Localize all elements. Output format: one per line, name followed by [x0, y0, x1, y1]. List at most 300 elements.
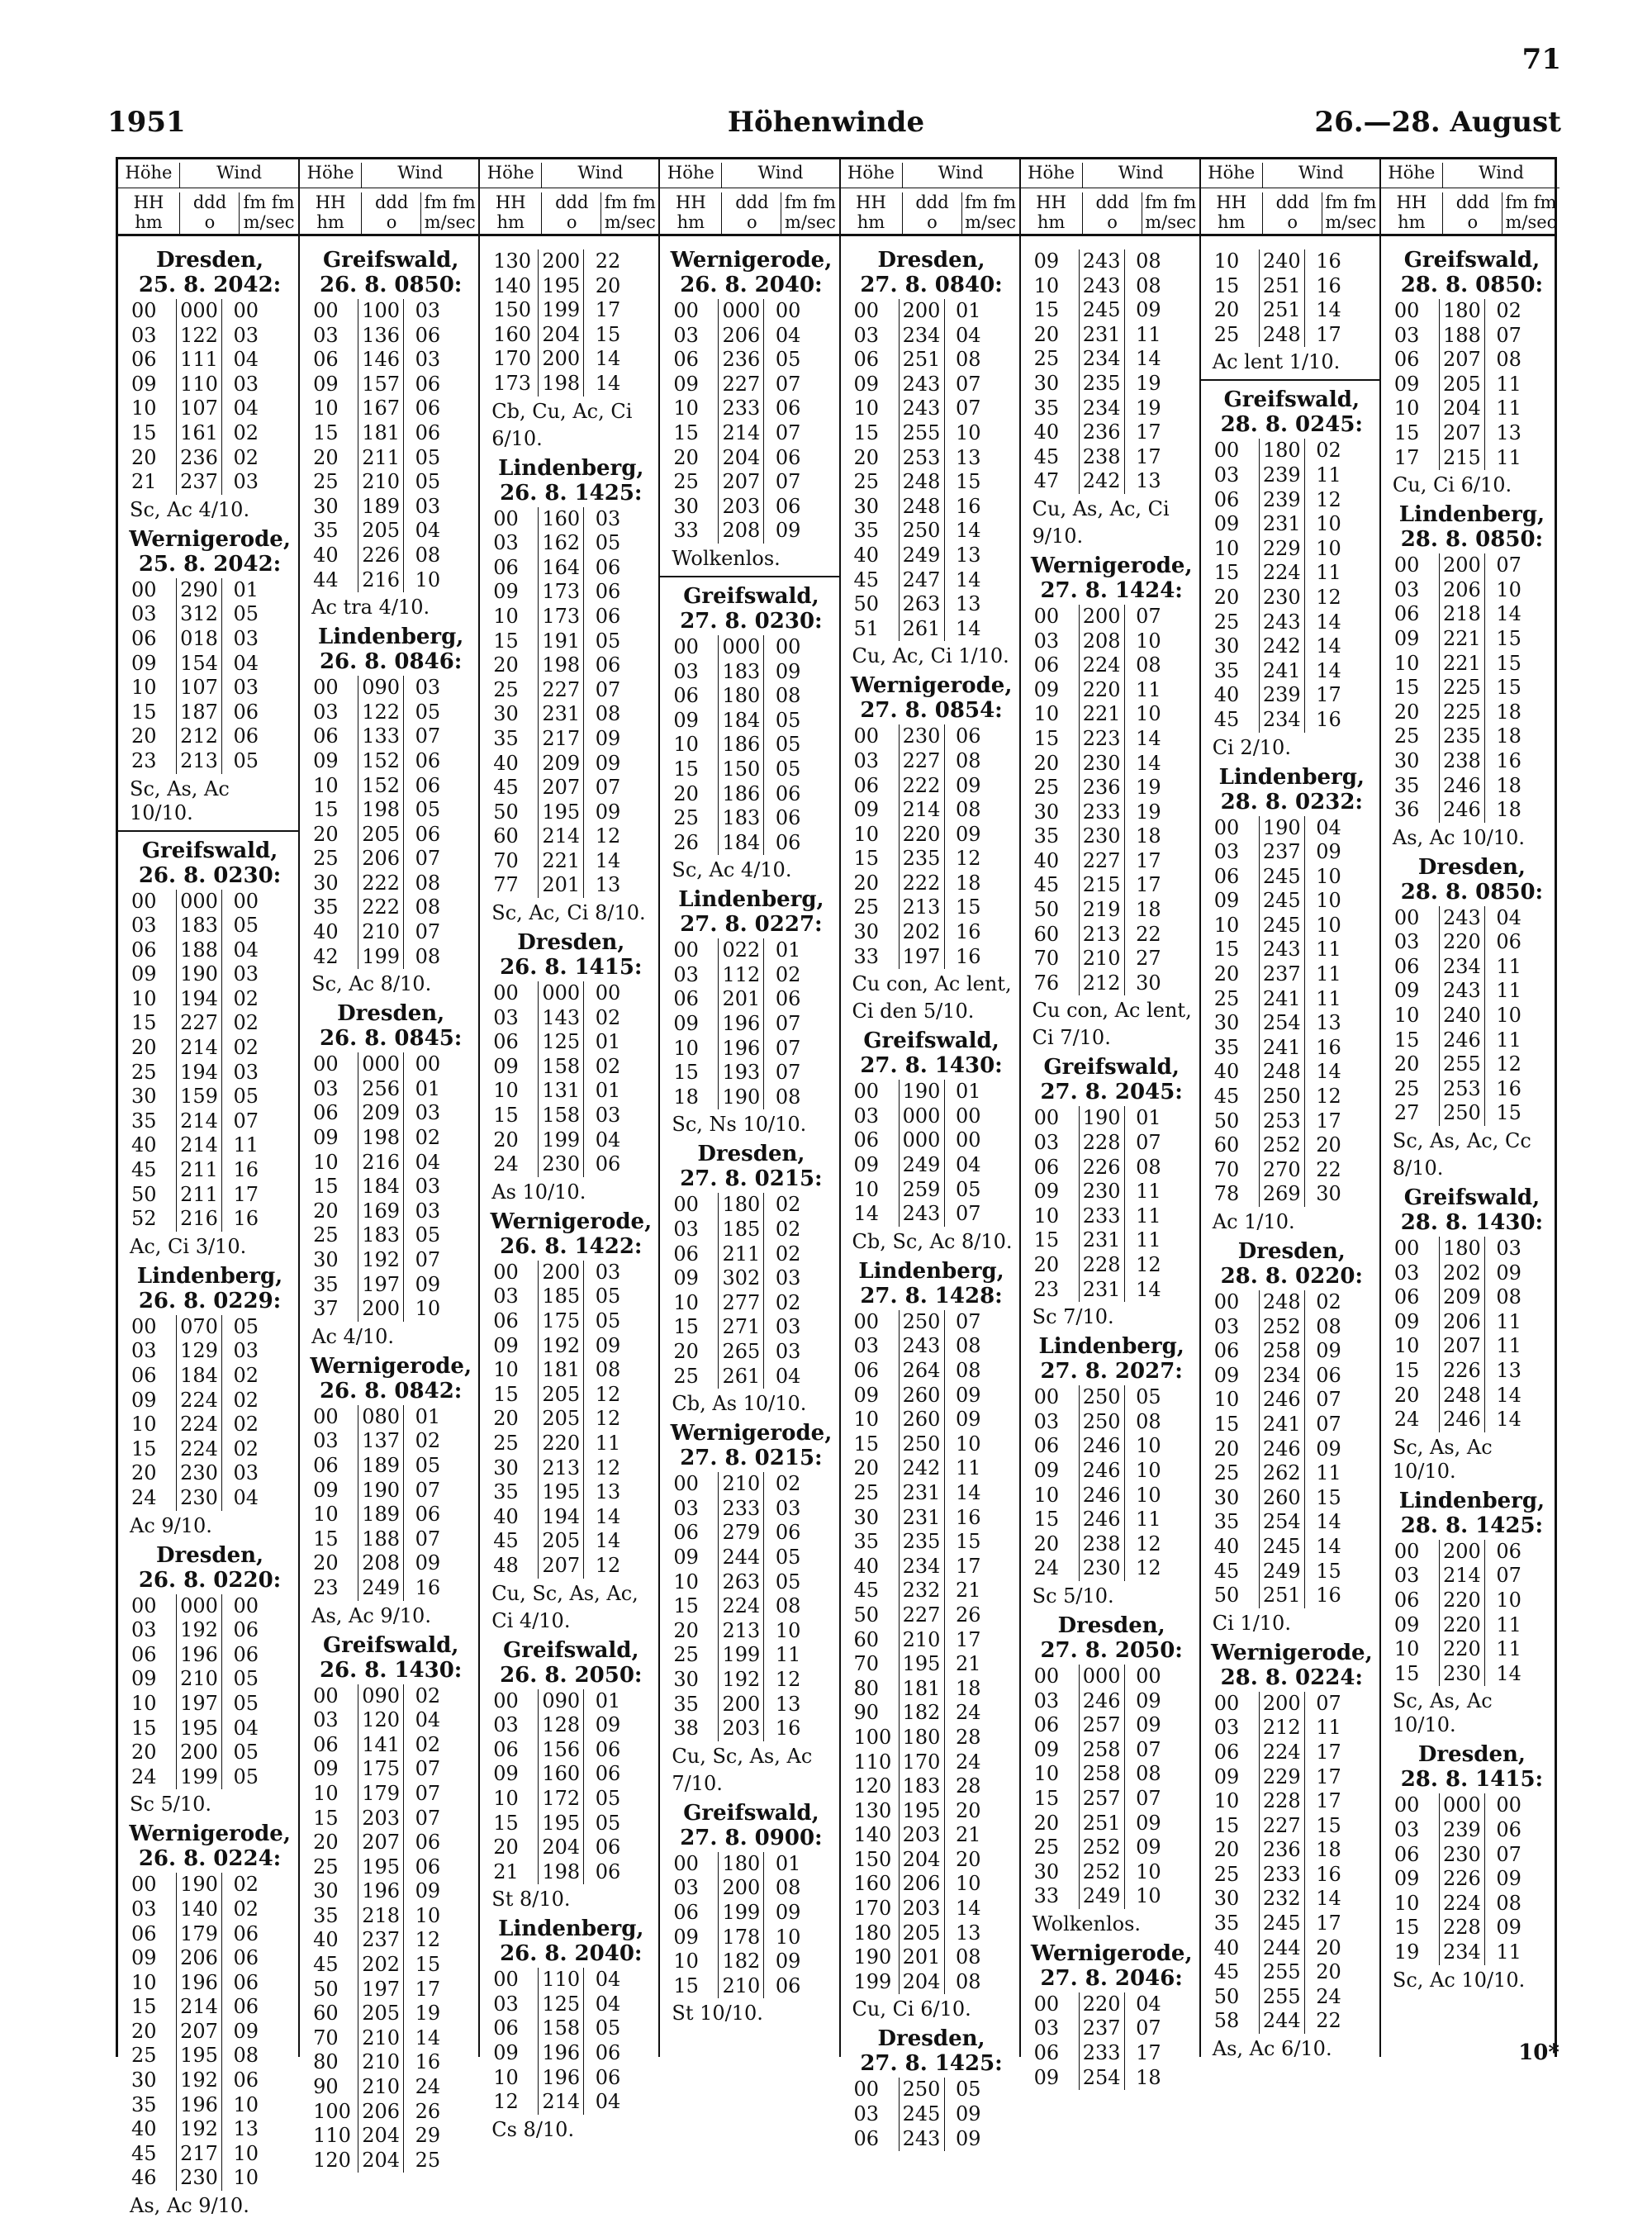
speed-cell: 11 — [775, 1643, 801, 1667]
speed-cell: 16 — [1316, 707, 1341, 731]
speed-cell: 12 — [1316, 585, 1341, 609]
table-row — [1029, 1992, 1194, 2017]
direction-cell: 200 — [358, 1297, 404, 1322]
table-row — [126, 1667, 293, 1692]
hohe-label: Höhe — [1388, 163, 1436, 183]
direction-cell: 203 — [718, 1717, 764, 1741]
table-row — [1389, 324, 1555, 349]
direction-cell: 213 — [718, 1619, 764, 1644]
height-cell: 06 — [313, 1732, 339, 1756]
direction-cell: 240 — [1439, 1004, 1485, 1028]
direction-cell: 202 — [358, 1953, 404, 1978]
station-block — [1029, 249, 1194, 549]
table-row — [668, 1218, 833, 1242]
direction-cell: 250 — [1439, 1101, 1485, 1126]
fm-label: fm fm — [1505, 192, 1557, 212]
table-row — [668, 1693, 833, 1717]
height-cell: 03 — [131, 602, 157, 626]
height-cell: 25 — [673, 1364, 699, 1388]
table-row — [1029, 1253, 1194, 1278]
speed-cell: 16 — [1496, 748, 1521, 772]
height-cell: 00 — [313, 299, 339, 322]
height-cell: 10 — [1033, 702, 1060, 726]
station-block — [1209, 1641, 1374, 2061]
speed-cell: 06 — [1316, 1363, 1341, 1387]
table-row — [308, 397, 473, 421]
table-row — [488, 1505, 653, 1530]
height-cell: 10 — [493, 2065, 519, 2089]
direction-cell: 246 — [1439, 798, 1485, 823]
speed-cell: 17 — [233, 1182, 259, 1206]
speed-cell: 11 — [1496, 954, 1521, 978]
table-row — [308, 1904, 473, 1929]
table-row — [488, 800, 653, 825]
speed-cell: 03 — [233, 676, 259, 700]
table-row — [126, 470, 293, 495]
height-cell: 30 — [313, 494, 339, 518]
height-cell: 20 — [1033, 751, 1060, 775]
direction-cell: 164 — [538, 556, 584, 581]
hm-label: hm — [1037, 212, 1066, 232]
direction-cell: 215 — [1439, 446, 1485, 471]
observation-time: 26. 8. 2040: — [680, 273, 823, 297]
speed-cell: 13 — [1136, 469, 1161, 493]
table-row — [1209, 1315, 1374, 1340]
observation-time: 26. 8. 1425: — [500, 480, 643, 506]
speed-cell: 14 — [1316, 1510, 1341, 1534]
speed-cell: 01 — [775, 938, 801, 962]
wind-label: Wind — [541, 163, 658, 188]
height-cell: 09 — [131, 651, 157, 675]
height-cell: 40 — [493, 1504, 519, 1528]
direction-cell: 208 — [358, 1551, 404, 1576]
speed-cell: 11 — [1316, 1461, 1341, 1485]
direction-cell: 110 — [538, 1968, 584, 1992]
speed-cell: 11 — [1496, 372, 1521, 396]
speed-cell: 11 — [1496, 1637, 1521, 1661]
speed-cell: 02 — [233, 1011, 259, 1035]
direction-cell: 264 — [899, 1359, 945, 1384]
table-row — [668, 1365, 833, 1389]
table-row — [488, 1529, 653, 1554]
direction-cell: 070 — [176, 1315, 222, 1340]
direction-cell: 150 — [718, 758, 764, 782]
speed-cell: 04 — [955, 1153, 981, 1177]
height-cell: 35 — [1393, 773, 1420, 797]
table-row — [849, 872, 1014, 896]
table-row — [488, 776, 653, 800]
height-cell: 15 — [1213, 561, 1240, 585]
speed-cell: 17 — [1316, 1764, 1341, 1788]
direction-cell: 224 — [1079, 653, 1125, 678]
station-block — [308, 625, 473, 996]
height-cell: 06 — [1213, 1740, 1240, 1764]
station-name: Lindenberg, — [1398, 502, 1545, 528]
speed-cell: 03 — [595, 1260, 621, 1284]
direction-cell: 152 — [358, 749, 404, 774]
station-block — [126, 1264, 293, 1538]
station-name: Dresden, — [1417, 854, 1526, 880]
height-cell: 25 — [313, 1855, 339, 1878]
height-cell: 40 — [313, 920, 339, 944]
height-cell: 09 — [1393, 979, 1420, 1003]
direction-cell: 197 — [176, 1692, 222, 1717]
sounding-rows — [1389, 1540, 1555, 1687]
direction-cell: 192 — [176, 2068, 222, 2093]
speed-cell: 04 — [595, 1992, 621, 2016]
table-row — [488, 1334, 653, 1359]
speed-cell: 10 — [775, 1925, 801, 1949]
sounding-rows — [1209, 439, 1374, 732]
speed-cell: 02 — [233, 1413, 259, 1437]
table-row — [1029, 1410, 1194, 1435]
table-row — [308, 446, 473, 471]
height-cell: 40 — [313, 1928, 339, 1952]
msec-label: m/sec — [243, 212, 295, 232]
table-row — [308, 2002, 473, 2026]
height-cell: 26 — [673, 830, 699, 854]
speed-cell: 17 — [1316, 1789, 1341, 1813]
height-cell: 40 — [853, 1554, 880, 1578]
speed-cell: 24 — [415, 2075, 441, 2099]
direction-cell: 243 — [899, 373, 945, 397]
height-cell: 15 — [1393, 1916, 1420, 1940]
speed-cell: 09 — [415, 1879, 441, 1903]
table-row — [1209, 914, 1374, 938]
deg-label: o — [566, 212, 577, 232]
height-cell: 35 — [313, 895, 339, 919]
cloud-note: Cb, Cu, Ac, Ci — [491, 399, 633, 423]
table-row — [308, 1248, 473, 1273]
table-row — [668, 1643, 833, 1668]
table-row — [1389, 1052, 1555, 1077]
height-cell: 10 — [1213, 913, 1240, 937]
height-cell: 00 — [131, 577, 157, 601]
speed-cell: 05 — [233, 914, 259, 938]
speed-cell: 16 — [955, 494, 981, 518]
wind-label: Wind — [721, 163, 838, 188]
height-cell: 45 — [1213, 707, 1240, 731]
table-row — [1209, 659, 1374, 684]
table-row — [849, 1080, 1014, 1104]
station-block — [1201, 379, 1379, 759]
height-cell: 15 — [1033, 298, 1060, 322]
table-row — [126, 1741, 293, 1765]
sounding-rows — [1389, 299, 1555, 470]
table-row — [1029, 323, 1194, 348]
speed-cell: 17 — [415, 1977, 441, 2001]
speed-cell: 10 — [1316, 913, 1341, 937]
table-column — [118, 236, 298, 2218]
hh-label: HH — [856, 192, 886, 212]
table-row — [488, 824, 653, 849]
height-cell: 06 — [1393, 1842, 1420, 1866]
station-name: Greifswald, — [1403, 248, 1540, 273]
direction-cell: 246 — [1079, 1484, 1125, 1508]
height-cell: 10 — [1213, 249, 1240, 273]
table-row — [126, 2117, 293, 2142]
table-column — [298, 236, 478, 2172]
cloud-note: As, Ac 6/10. — [1212, 2037, 1332, 2061]
table-row — [1209, 463, 1374, 488]
direction-cell: 255 — [1439, 1052, 1485, 1077]
table-row — [1389, 1892, 1555, 1916]
height-cell: 25 — [853, 470, 880, 494]
fm-label: fm fm — [784, 192, 836, 212]
station-block — [1389, 855, 1555, 1180]
height-cell: 06 — [493, 1737, 519, 1761]
table-row — [1389, 373, 1555, 397]
speed-cell: 09 — [595, 726, 621, 750]
direction-cell: 194 — [538, 1505, 584, 1530]
speed-cell: 30 — [1316, 1182, 1341, 1206]
height-cell: 100 — [853, 1725, 892, 1749]
table-row — [1389, 421, 1555, 446]
table-row — [849, 1432, 1014, 1457]
height-cell: 09 — [493, 2041, 519, 2065]
wind-label: Wind — [1442, 163, 1559, 188]
height-cell: 03 — [131, 914, 157, 938]
direction-cell: 242 — [1079, 469, 1125, 494]
direction-cell: 220 — [1439, 1637, 1485, 1662]
station-name: Wernigerode, — [129, 1821, 291, 1847]
direction-cell: 173 — [538, 605, 584, 629]
height-cell: 03 — [673, 1218, 699, 1242]
height-cell: 00 — [1393, 1237, 1420, 1261]
table-row — [126, 1618, 293, 1643]
table-row — [849, 798, 1014, 823]
direction-cell: 251 — [1079, 1812, 1125, 1836]
direction-cell: 260 — [899, 1384, 945, 1408]
height-cell: 03 — [673, 323, 699, 347]
table-row — [1389, 1613, 1555, 1638]
speed-cell: 15 — [1316, 1485, 1341, 1509]
speed-cell: 04 — [415, 1708, 441, 1732]
station-block — [308, 1354, 473, 1628]
sounding-rows — [1029, 1385, 1194, 1581]
speed-cell: 09 — [1316, 1339, 1341, 1363]
height-cell: 03 — [1213, 463, 1240, 487]
direction-cell: 180 — [1259, 439, 1305, 463]
table-row — [1389, 1261, 1555, 1286]
height-cell: 00 — [1033, 604, 1060, 628]
table-row — [488, 1104, 653, 1128]
hh-label: HH — [676, 192, 706, 212]
table-row — [849, 945, 1014, 970]
direction-cell: 183 — [718, 806, 764, 831]
table-row — [126, 2020, 293, 2045]
height-cell: 10 — [313, 1503, 339, 1527]
direction-cell: 162 — [538, 531, 584, 556]
table-row — [1209, 561, 1374, 586]
speed-cell: 08 — [415, 871, 441, 895]
speed-cell: 06 — [415, 822, 441, 846]
direction-cell: 195 — [176, 2044, 222, 2068]
speed-cell: 10 — [415, 1903, 441, 1927]
direction-cell: 214 — [176, 1109, 222, 1134]
direction-cell: 182 — [899, 1701, 945, 1726]
speed-cell: 07 — [595, 677, 621, 701]
height-cell: 20 — [493, 1407, 519, 1431]
table-row — [308, 749, 473, 774]
direction-cell: 190 — [1079, 1106, 1125, 1131]
speed-cell: 02 — [1496, 299, 1521, 322]
height-cell: 09 — [131, 372, 157, 396]
direction-cell: 224 — [1439, 1892, 1485, 1916]
direction-cell: 207 — [358, 1831, 404, 1855]
speed-cell: 11 — [1496, 1334, 1521, 1358]
table-row — [488, 1554, 653, 1579]
direction-cell: 143 — [538, 1006, 584, 1031]
table-row — [1389, 1793, 1555, 1818]
direction-cell: 180 — [718, 684, 764, 709]
direction-cell: 245 — [1079, 298, 1125, 323]
direction-cell: 214 — [176, 1133, 222, 1158]
direction-cell: 249 — [1259, 1560, 1305, 1584]
height-cell: 03 — [1033, 2016, 1060, 2040]
table-row — [1029, 898, 1194, 923]
direction-cell: 221 — [1439, 652, 1485, 677]
speed-cell: 06 — [233, 1946, 259, 1970]
cloud-note: Ac 1/10. — [1212, 1210, 1295, 1233]
height-cell: 09 — [1393, 1612, 1420, 1636]
height-cell: 10 — [673, 1570, 699, 1593]
height-cell: 03 — [673, 1496, 699, 1520]
table-row — [849, 544, 1014, 568]
speed-cell: 11 — [1316, 463, 1341, 487]
table-row — [488, 1030, 653, 1055]
height-cell: 40 — [313, 543, 339, 567]
speed-cell: 14 — [1316, 298, 1341, 322]
speed-cell: 13 — [1496, 1359, 1521, 1382]
height-cell: 09 — [853, 1383, 880, 1407]
table-row — [126, 1085, 293, 1109]
direction-cell: 161 — [176, 421, 222, 446]
observation-time: 28. 8. 0220: — [1220, 1264, 1364, 1289]
speed-cell: 12 — [1316, 487, 1341, 511]
direction-cell: 204 — [538, 323, 584, 348]
station-name: Wernigerode, — [850, 673, 1013, 699]
table-row — [1389, 1285, 1555, 1310]
height-cell: 110 — [853, 1750, 892, 1774]
height-cell: 09 — [1033, 2065, 1060, 2089]
table-row — [126, 1413, 293, 1437]
direction-cell: 201 — [899, 1945, 945, 1970]
height-cell: 09 — [673, 1266, 699, 1290]
height-cell: 09 — [493, 1054, 519, 1078]
direction-cell: 200 — [538, 1261, 584, 1285]
speed-cell: 16 — [1316, 273, 1341, 297]
height-cell: 15 — [313, 798, 339, 822]
speed-cell: 06 — [775, 494, 801, 518]
msec-label: m/sec — [604, 212, 656, 232]
direction-cell: 204 — [358, 2124, 404, 2149]
table-row — [308, 324, 473, 349]
height-cell: 10 — [1393, 1637, 1420, 1661]
height-cell: 00 — [1033, 1992, 1060, 2016]
table-row — [308, 1928, 473, 1953]
height-cell: 06 — [1033, 1434, 1060, 1458]
height-cell: 30 — [673, 1667, 699, 1691]
speed-cell: 05 — [775, 348, 801, 372]
direction-cell: 277 — [718, 1291, 764, 1316]
table-row — [1029, 347, 1194, 372]
table-row — [1029, 824, 1194, 849]
table-row — [126, 1922, 293, 1947]
speed-cell: 08 — [1136, 653, 1161, 677]
speed-cell: 00 — [233, 1593, 259, 1617]
direction-cell: 192 — [358, 1248, 404, 1273]
speed-cell: 24 — [955, 1701, 981, 1725]
direction-cell: 227 — [899, 1603, 945, 1628]
speed-cell: 04 — [415, 1150, 441, 1174]
table-row — [308, 1953, 473, 1978]
table-row — [849, 823, 1014, 848]
height-cell: 20 — [673, 1340, 699, 1363]
direction-cell: 125 — [538, 1992, 584, 2017]
table-row — [849, 592, 1014, 617]
direction-cell: 225 — [1439, 676, 1485, 701]
direction-cell: 196 — [538, 2041, 584, 2066]
speed-cell: 12 — [595, 1382, 621, 1406]
direction-cell: 167 — [358, 397, 404, 421]
speed-cell: 16 — [1316, 1035, 1341, 1059]
height-cell: 03 — [313, 700, 339, 724]
direction-cell: 160 — [538, 507, 584, 532]
height-cell: 20 — [1213, 1437, 1240, 1460]
table-row — [668, 1876, 833, 1901]
height-cell: 15 — [673, 757, 699, 781]
speed-cell: 17 — [1316, 322, 1341, 346]
station-block — [308, 248, 473, 620]
direction-cell: 183 — [899, 1774, 945, 1799]
height-cell: 03 — [131, 323, 157, 347]
speed-cell: 03 — [415, 676, 441, 700]
speed-cell: 05 — [233, 1085, 259, 1109]
sounding-rows — [668, 1472, 833, 1741]
direction-cell: 200 — [1079, 605, 1125, 629]
speed-cell: 06 — [595, 1737, 621, 1761]
table-row — [1029, 1385, 1194, 1410]
observation-time: 26. 8. 1430: — [319, 1657, 463, 1683]
speed-cell: 06 — [415, 1503, 441, 1527]
height-cell: 25 — [493, 677, 519, 701]
speed-cell: 06 — [595, 555, 621, 579]
speed-cell: 07 — [415, 1757, 441, 1781]
direction-cell: 209 — [1439, 1285, 1485, 1310]
direction-cell: 196 — [176, 1971, 222, 1996]
table-row — [308, 1684, 473, 1709]
direction-cell: 254 — [1259, 1510, 1305, 1535]
direction-cell: 201 — [538, 873, 584, 898]
speed-cell: 05 — [233, 1741, 259, 1764]
speed-cell: 22 — [1316, 2009, 1341, 2033]
table-row — [668, 446, 833, 471]
table-row — [1389, 701, 1555, 725]
table-row — [488, 1006, 653, 1031]
height-cell: 40 — [493, 751, 519, 775]
speed-cell: 06 — [595, 2041, 621, 2065]
station-name: Dresden, — [156, 248, 264, 273]
direction-cell: 186 — [718, 782, 764, 807]
station-name: Lindenberg, — [1218, 764, 1365, 790]
speed-cell: 12 — [1316, 1085, 1341, 1109]
direction-cell: 204 — [1439, 397, 1485, 421]
direction-cell: 200 — [538, 249, 584, 274]
direction-cell: 229 — [1259, 1765, 1305, 1790]
height-cell: 00 — [673, 299, 699, 322]
speed-cell: 03 — [233, 962, 259, 986]
